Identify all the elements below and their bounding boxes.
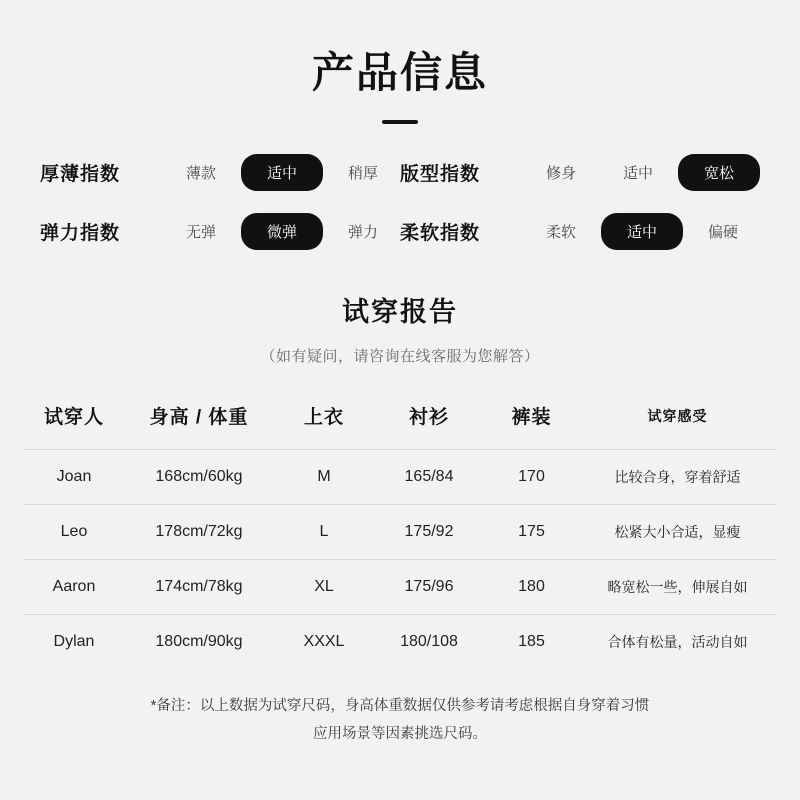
table-row xyxy=(24,450,776,505)
title-divider xyxy=(382,120,418,124)
index-option-fit-1[interactable]: 适中 xyxy=(622,165,653,183)
index-label-thickness: 厚薄指数 xyxy=(40,164,121,186)
footnote-line-1: *备注：以上数据为试穿尺码，身高体重数据仅供参考请考虑根据自身穿着习惯 xyxy=(150,698,650,715)
index-label-fit: 版型指数 xyxy=(400,164,481,186)
cell-shirt: 175/96 xyxy=(374,560,484,615)
cell-pants: 185 xyxy=(484,615,579,670)
cell-shirt: 175/92 xyxy=(374,505,484,560)
cell-height-weight: 168cm/60kg xyxy=(124,450,274,505)
index-label-softness: 柔软指数 xyxy=(400,223,481,245)
column-header-pants: 裤装 xyxy=(511,407,552,429)
index-block xyxy=(0,154,800,250)
cell-shirt: 180/108 xyxy=(374,615,484,670)
cell-top: M xyxy=(274,450,374,505)
index-option-elasticity-2[interactable]: 弹力 xyxy=(347,224,378,242)
cell-pants: 170 xyxy=(484,450,579,505)
index-option-elasticity-0[interactable]: 无弹 xyxy=(185,224,216,242)
index-group-thickness xyxy=(40,154,400,191)
cell-top: L xyxy=(274,505,374,560)
index-row-2 xyxy=(40,213,760,250)
table-row xyxy=(24,615,776,670)
index-option-fit-2[interactable]: 宽松 xyxy=(678,154,760,191)
cell-height-weight: 174cm/78kg xyxy=(124,560,274,615)
index-options-fit xyxy=(518,154,760,191)
report-subtitle: （如有疑问，请咨询在线客服为您解答） xyxy=(260,348,540,366)
index-option-thickness-0[interactable]: 薄款 xyxy=(185,165,216,183)
cell-top: XXXL xyxy=(274,615,374,670)
footnote-line-2: 应用场景等因素挑选尺码。 xyxy=(313,725,487,742)
index-group-fit xyxy=(400,154,760,191)
cell-feedback: 比较合身，穿着舒适 xyxy=(579,450,776,505)
fitting-report-table xyxy=(24,392,776,669)
index-row-1 xyxy=(40,154,760,191)
column-header-person: 试穿人 xyxy=(43,407,104,429)
index-options-thickness xyxy=(158,154,400,191)
index-label-elasticity: 弹力指数 xyxy=(40,223,121,245)
cell-feedback: 略宽松一些，伸展自如 xyxy=(579,560,776,615)
page-title: 产品信息 xyxy=(311,49,488,96)
table-header-row xyxy=(24,392,776,450)
column-header-shirt: 衬衫 xyxy=(408,407,449,429)
cell-person: Joan xyxy=(24,450,124,505)
index-option-softness-0[interactable]: 柔软 xyxy=(545,224,576,242)
cell-person: Dylan xyxy=(24,615,124,670)
index-option-softness-2[interactable]: 偏硬 xyxy=(707,224,738,242)
index-options-softness xyxy=(518,213,760,250)
table-row xyxy=(24,560,776,615)
index-group-softness xyxy=(400,213,760,250)
column-header-feedback: 试穿感受 xyxy=(647,407,708,424)
table-row xyxy=(24,505,776,560)
index-option-elasticity-1[interactable]: 微弹 xyxy=(241,213,323,250)
cell-feedback: 松紧大小合适，显瘦 xyxy=(579,505,776,560)
index-option-thickness-1[interactable]: 适中 xyxy=(241,154,323,191)
cell-pants: 175 xyxy=(484,505,579,560)
cell-pants: 180 xyxy=(484,560,579,615)
cell-person: Leo xyxy=(24,505,124,560)
report-title: 试穿报告 xyxy=(342,297,458,328)
cell-top: XL xyxy=(274,560,374,615)
column-header-top: 上衣 xyxy=(303,407,344,429)
index-options-elasticity xyxy=(158,213,400,250)
index-option-softness-1[interactable]: 适中 xyxy=(601,213,683,250)
cell-height-weight: 180cm/90kg xyxy=(124,615,274,670)
cell-person: Aaron xyxy=(24,560,124,615)
index-option-fit-0[interactable]: 修身 xyxy=(545,165,576,183)
cell-feedback: 合体有松量，活动自如 xyxy=(579,615,776,670)
index-option-thickness-2[interactable]: 稍厚 xyxy=(347,165,378,183)
column-header-height-weight: 身高 / 体重 xyxy=(149,407,249,429)
footnote xyxy=(0,693,800,748)
cell-height-weight: 178cm/72kg xyxy=(124,505,274,560)
cell-shirt: 165/84 xyxy=(374,450,484,505)
index-group-elasticity xyxy=(40,213,400,250)
